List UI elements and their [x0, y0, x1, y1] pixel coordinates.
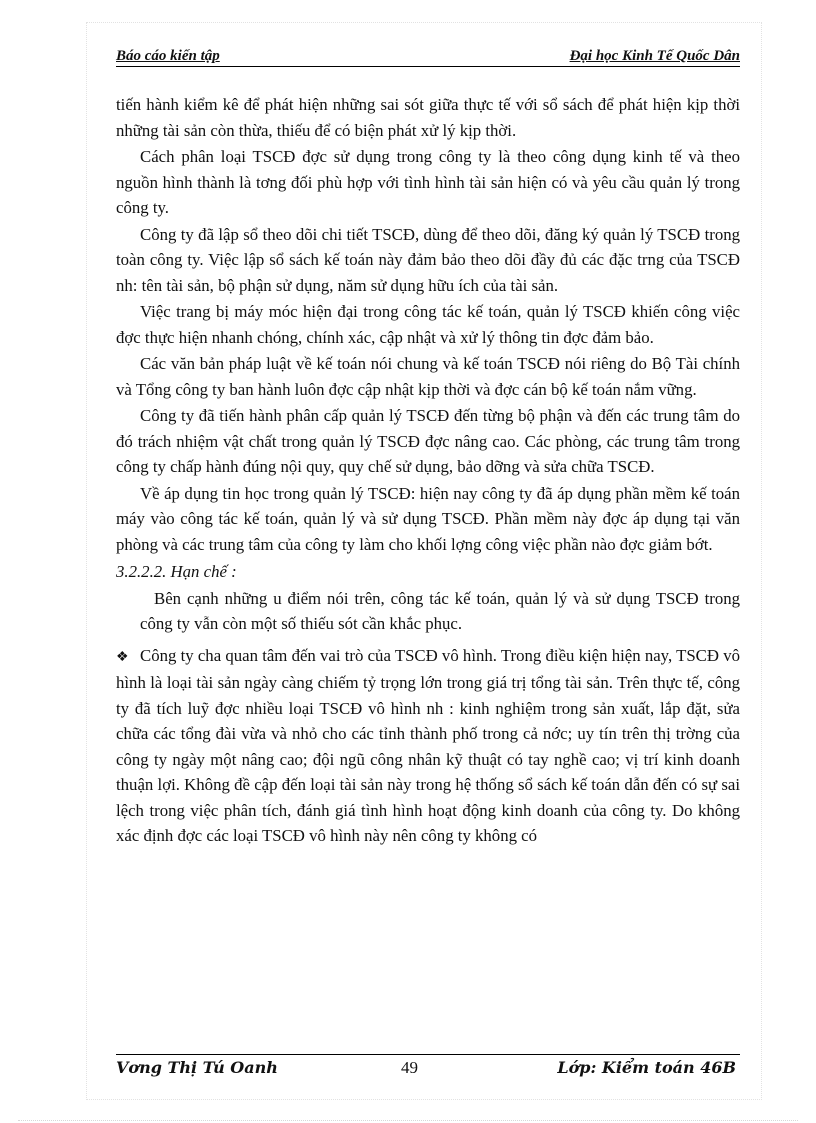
paragraph: Công ty đã tiến hành phân cấp quản lý TSCĐ đến từng bộ phận và đến các trung tâm do đó trách nhiệm vật chất trong quản lý TSCĐ đợc nâng cao. Các phòng, các trung tâm trong công ty chấp hành đúng nội quy, quy chế sử dụng, bảo dỡng và sửa chữa TSCĐ. [116, 406, 740, 476]
paragraph: Cách phân loại TSCĐ đợc sử dụng trong công ty là theo công dụng kinh tế và theo nguồn hình thành là tơng đối phù hợp với tình hình tài sản hiện có và yêu cầu quản lý trong công ty. [116, 147, 740, 217]
page-footer [116, 1058, 740, 1082]
bullet-paragraph [116, 643, 740, 849]
section-heading: 3.2.2.2. Hạn chế : [116, 562, 237, 581]
paragraph: Các văn bản pháp luật về kế toán nói chung và kế toán TSCĐ nói riêng do Bộ Tài chính và Tổng công ty ban hành luôn đợc cập nhật kịp thời và đợc cán bộ kế toán nắm vững. [116, 354, 740, 399]
page-edge-divider [18, 1120, 798, 1121]
paragraph: tiến hành kiểm kê để phát hiện những sai sót giữa thực tế với sổ sách để phát hiện kịp thời những tài sản còn thừa, thiếu để có biện phát xử lý kịp thời. [116, 95, 740, 140]
footer-author: Vơng Thị Tú Oanh [116, 1058, 278, 1077]
footer-class: Lớp: Kiểm toán 46B [557, 1058, 736, 1077]
paragraph: Bên cạnh những u điểm nói trên, công tác kế toán, quản lý và sử dụng TSCĐ trong công ty vẫn còn một số thiếu sót cần khắc phục. [140, 588, 740, 633]
header-right-title: Đại học Kinh Tế Quốc Dân [569, 48, 740, 64]
header-left-title: Báo cáo kiến tập [116, 48, 220, 64]
bullet-text: Công ty cha quan tâm đến vai trò của TSCĐ vô hình. Trong điều kiện hiện nay, TSCĐ vô hình là loại tài sản ngày càng chiếm tỷ trọng lớn trong giá trị tổng tài sản. Trên thực tế, công ty đã tích luỹ đợc nhiều loại TSCĐ vô hình nh : kinh nghiệm trong sản xuất, lắp đặt, sửa chữa các tổng đài vừa và nhỏ cho các tỉnh thành phố trong cả nớc; uy tín trên thị trờng của công ty ngày một nâng cao; đội ngũ công nhân kỹ thuật có tay nghề cao; vị trí kinh doanh thuận lợi. Không đề cập đến loại tài sản này trong hệ thống sổ sách kế toán dẫn đến có sự sai lệch trong việc phân tích, đánh giá tình hình hoạt động kinh doanh của công ty. Do không xác định đợc các loại TSCĐ vô hình này nên công ty không có [116, 645, 740, 845]
footer-rule [116, 1054, 740, 1055]
document-body [116, 92, 740, 849]
diamond-bullet-icon: ❖ [116, 649, 129, 665]
paragraph: Công ty đã lập sổ theo dõi chi tiết TSCĐ, dùng để theo dõi, đăng ký quản lý TSCĐ trong toàn công ty. Việc lập sổ sách kế toán này đảm bảo theo dõi đầy đủ các đặc trng của TSCĐ nh: tên tài sản, bộ phận sử dụng, năm sử dụng hữu ích của tài sản. [116, 224, 740, 295]
page-header [116, 48, 740, 67]
page-number: 49 [401, 1058, 418, 1077]
paragraph: Về áp dụng tin học trong quản lý TSCĐ: hiện nay công ty đã áp dụng phần mềm kế toán máy vào công tác kế toán, quản lý và sử dụng TSCĐ. Phần mềm này đợc áp dụng tại văn phòng và các trung tâm của công ty làm cho khối lợng công việc phần nào đợc giảm bớt. [116, 483, 740, 554]
paragraph: Việc trang bị máy móc hiện đại trong công tác kế toán, quản lý TSCĐ khiến công việc đợc thực hiện nhanh chóng, chính xác, cập nhật và xử lý thông tin đợc đảm bảo. [116, 302, 740, 347]
